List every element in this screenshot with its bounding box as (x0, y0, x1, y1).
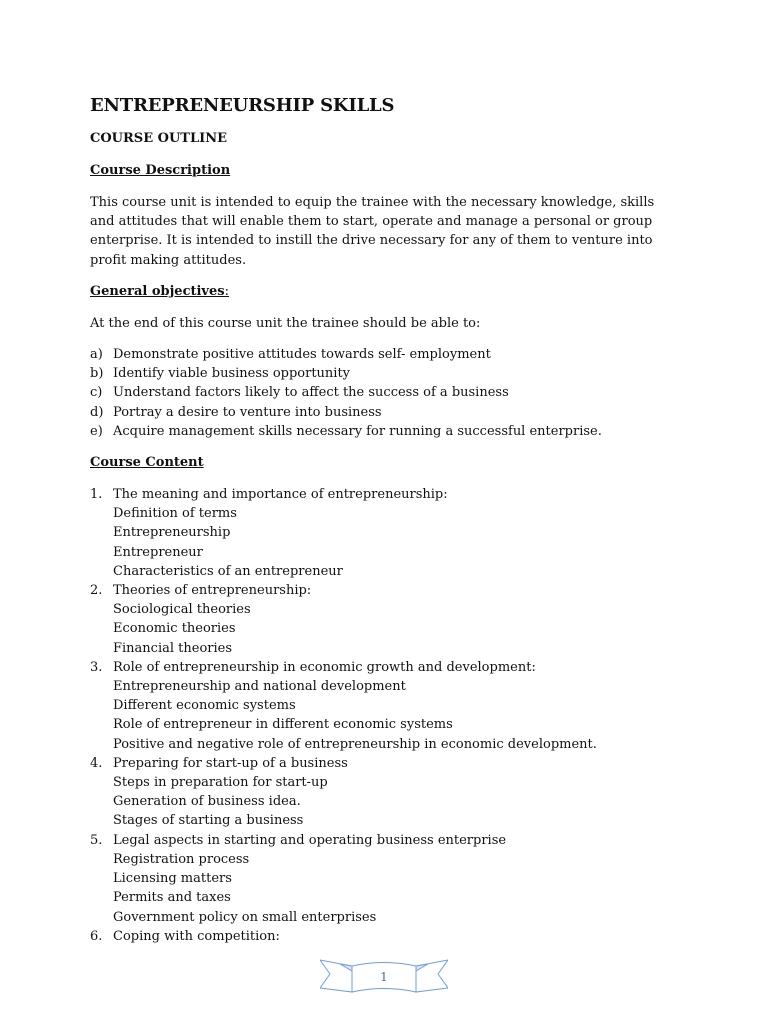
list-marker: 1. (90, 487, 103, 503)
list-marker: 4. (90, 755, 103, 771)
course-content-list (90, 485, 680, 946)
general-objectives-heading (90, 282, 680, 302)
content-item (90, 831, 680, 927)
list-marker: e) (90, 423, 103, 439)
content-item (90, 754, 680, 831)
document-title: ENTREPRENEURSHIP SKILLS (90, 95, 395, 116)
list-marker: 5. (90, 832, 103, 848)
content-subtopic: Positive and negative role of entrepreneurship in economic development. (113, 736, 597, 752)
objective-item (90, 422, 680, 441)
content-subtopic: Entrepreneurship (113, 525, 231, 541)
content-topic: Role of entrepreneurship in economic growth and development: (113, 659, 536, 675)
content-subtopic: Licensing matters (113, 871, 232, 887)
course-description-heading: Course Description (90, 163, 231, 178)
content-topic: Theories of entrepreneurship: (113, 583, 312, 599)
content-subtopic: Permits and taxes (113, 890, 231, 906)
course-outline-heading: COURSE OUTLINE (90, 131, 227, 146)
objective-text: Acquire management skills necessary for running a successful enterprise. (113, 423, 602, 439)
content-subtopic: Registration process (113, 851, 250, 867)
content-subtopic: Entrepreneurship and national development (113, 679, 406, 695)
content-subtopic: Different economic systems (113, 698, 296, 714)
page-content (90, 93, 680, 958)
content-subtopic: Characteristics of an entrepreneur (113, 563, 343, 579)
course-content-heading: Course Content (90, 455, 204, 471)
content-subtopic: Stages of starting a business (113, 813, 304, 829)
content-item (90, 581, 680, 658)
content-topic: Coping with competition: (113, 928, 280, 944)
content-item (90, 927, 680, 946)
content-subtopic: Entrepreneur (113, 544, 203, 560)
content-subtopic: Financial theories (113, 640, 233, 656)
content-subtopic: Definition of terms (113, 506, 237, 522)
content-subtopic: Steps in preparation for start-up (113, 775, 328, 791)
content-subtopic: Generation of business idea. (113, 794, 301, 810)
objective-item (90, 364, 680, 383)
general-objectives-label: General objectives (90, 283, 225, 299)
objective-text: Understand factors likely to affect the success of a business (113, 385, 509, 401)
list-marker: 6. (90, 928, 103, 944)
content-item (90, 485, 680, 581)
list-marker: 3. (90, 659, 103, 675)
objective-text: Identify viable business opportunity (113, 366, 351, 382)
objective-text: Demonstrate positive attitudes towards self- employment (113, 347, 491, 363)
objective-item (90, 403, 680, 422)
objective-item (90, 345, 680, 364)
objectives-list (90, 345, 680, 441)
content-subtopic: Economic theories (113, 621, 236, 637)
content-subtopic: Role of entrepreneur in different economic systems (113, 717, 453, 733)
list-marker: a) (90, 347, 103, 363)
list-marker: b) (90, 366, 104, 382)
list-marker: d) (90, 404, 104, 420)
content-item (90, 658, 680, 754)
content-topic: Legal aspects in starting and operating business enterprise (113, 832, 507, 848)
heading-colon: : (224, 283, 229, 299)
course-description-text: This course unit is intended to equip the trainee with the necessary knowledge, skills and attitudes that will enable them to start, operate and manage a personal or group enterprise. It is intended to instill the drive necessary for any of them to venture into profit making attitudes. (90, 195, 655, 268)
objective-item (90, 383, 680, 402)
objective-text: Portray a desire to venture into business (113, 404, 382, 420)
content-topic: Preparing for start-up of a business (113, 755, 348, 771)
page-number: 1 (380, 970, 388, 984)
content-subtopic: Sociological theories (113, 602, 251, 618)
list-marker: 2. (90, 583, 103, 599)
list-marker: c) (90, 385, 103, 401)
content-subtopic: Government policy on small enterprises (113, 909, 377, 925)
objectives-intro: At the end of this course unit the trainee should be able to: (90, 315, 481, 331)
content-topic: The meaning and importance of entrepreneurship: (113, 487, 448, 503)
